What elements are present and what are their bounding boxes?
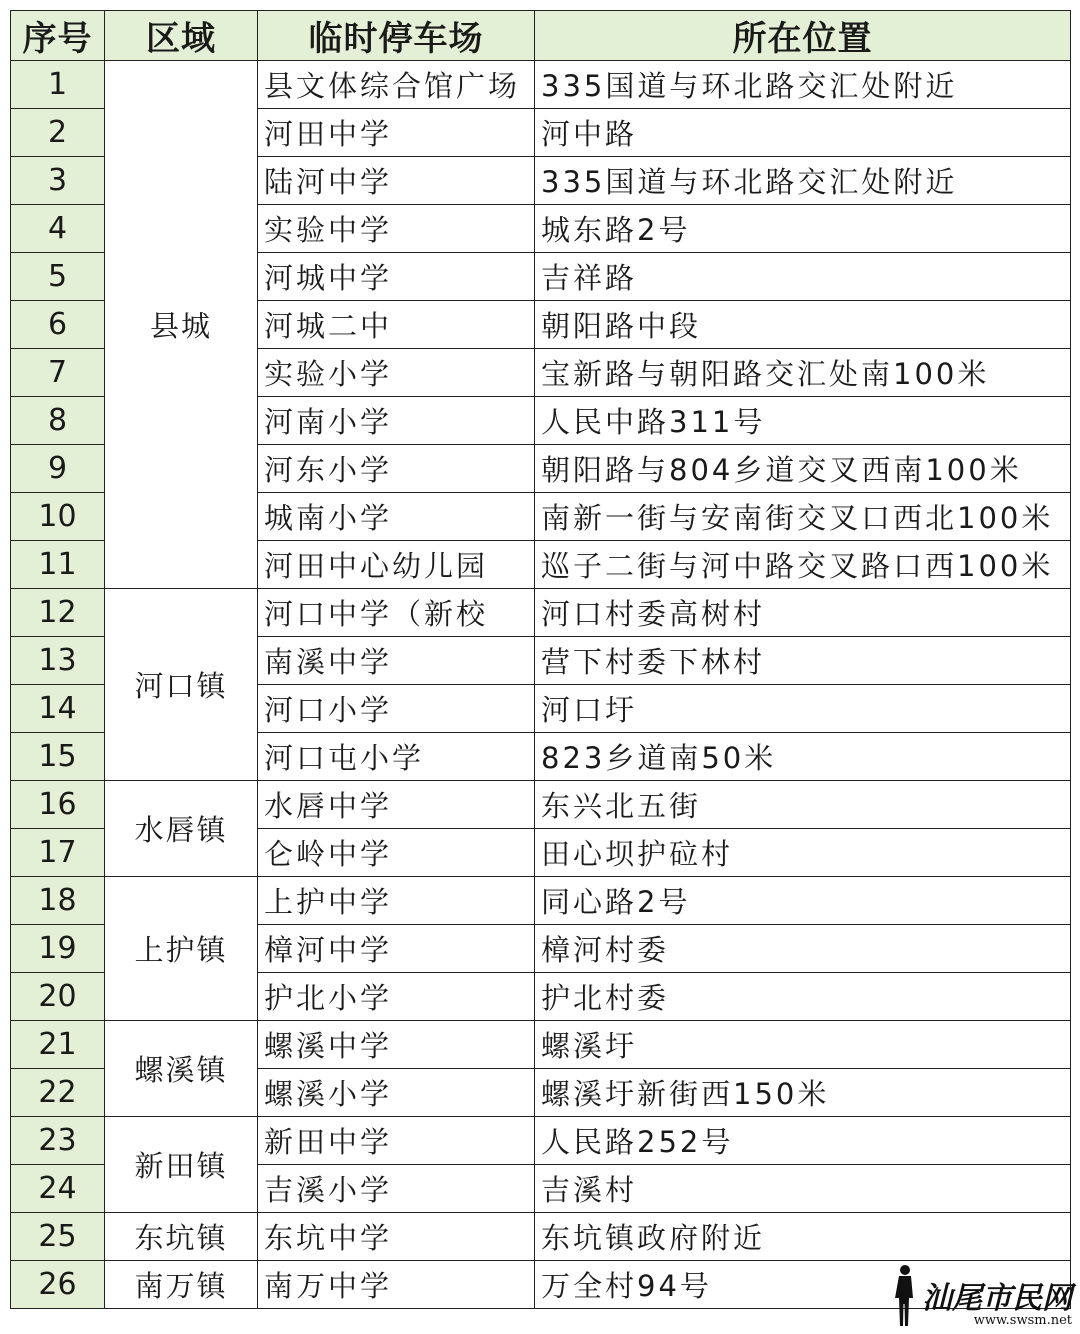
header-parking-lot: 临时停车场 (258, 11, 535, 61)
region-cell: 县城 (105, 61, 258, 589)
location-cell: 吉祥路 (535, 253, 1071, 301)
location-cell: 335国道与环北路交汇处附近 (535, 157, 1071, 205)
table-row (11, 61, 1071, 109)
row-number: 4 (11, 205, 105, 253)
row-number: 25 (11, 1213, 105, 1261)
location-cell: 东兴北五街 (535, 781, 1071, 829)
parking-lot-cell: 新田中学 (258, 1117, 535, 1165)
header-number: 序号 (11, 11, 105, 61)
row-number: 13 (11, 637, 105, 685)
region-cell: 河口镇 (105, 589, 258, 781)
region-cell: 南万镇 (105, 1261, 258, 1309)
row-number: 26 (11, 1261, 105, 1309)
parking-lot-cell: 城南小学 (258, 493, 535, 541)
location-cell: 营下村委下林村 (535, 637, 1071, 685)
table-row (11, 1021, 1071, 1069)
parking-table (10, 10, 1071, 1309)
location-cell: 南新一街与安南街交叉口西北100米 (535, 493, 1071, 541)
location-cell: 东坑镇政府附近 (535, 1213, 1071, 1261)
row-number: 20 (11, 973, 105, 1021)
location-cell: 朝阳路中段 (535, 301, 1071, 349)
table-body (11, 61, 1071, 1309)
region-cell: 东坑镇 (105, 1213, 258, 1261)
watermark-text-block (922, 1280, 1072, 1328)
location-cell: 河中路 (535, 109, 1071, 157)
parking-lot-cell: 河口小学 (258, 685, 535, 733)
location-cell: 吉溪村 (535, 1165, 1071, 1213)
parking-lot-cell: 仑岭中学 (258, 829, 535, 877)
row-number: 14 (11, 685, 105, 733)
parking-lot-cell: 河城中学 (258, 253, 535, 301)
parking-lot-cell: 河田中学 (258, 109, 535, 157)
location-cell: 河口村委高树村 (535, 589, 1071, 637)
parking-lot-cell: 河东小学 (258, 445, 535, 493)
row-number: 12 (11, 589, 105, 637)
table-row (11, 877, 1071, 925)
row-number: 17 (11, 829, 105, 877)
region-cell: 螺溪镇 (105, 1021, 258, 1117)
row-number: 1 (11, 61, 105, 109)
row-number: 21 (11, 1021, 105, 1069)
row-number: 8 (11, 397, 105, 445)
table-row (11, 589, 1071, 637)
row-number: 19 (11, 925, 105, 973)
location-cell: 田心坝护砬村 (535, 829, 1071, 877)
row-number: 22 (11, 1069, 105, 1117)
region-cell: 水唇镇 (105, 781, 258, 877)
header-row (11, 11, 1071, 61)
parking-lot-cell: 河南小学 (258, 397, 535, 445)
location-cell: 823乡道南50米 (535, 733, 1071, 781)
location-cell: 河口圩 (535, 685, 1071, 733)
row-number: 5 (11, 253, 105, 301)
row-number: 16 (11, 781, 105, 829)
location-cell: 护北村委 (535, 973, 1071, 1021)
table-row (11, 781, 1071, 829)
row-number: 6 (11, 301, 105, 349)
parking-lot-cell: 县文体综合馆广场 (258, 61, 535, 109)
parking-lot-cell: 河口中学（新校 (258, 589, 535, 637)
row-number: 15 (11, 733, 105, 781)
parking-lot-cell: 实验小学 (258, 349, 535, 397)
row-number: 11 (11, 541, 105, 589)
parking-lot-cell: 樟河中学 (258, 925, 535, 973)
location-cell: 朝阳路与804乡道交叉西南100米 (535, 445, 1071, 493)
row-number: 2 (11, 109, 105, 157)
parking-lot-cell: 螺溪小学 (258, 1069, 535, 1117)
watermark-title: 汕尾市民网 (922, 1280, 1072, 1316)
parking-lot-cell: 东坑中学 (258, 1213, 535, 1261)
location-cell: 螺溪圩新街西150米 (535, 1069, 1071, 1117)
location-cell: 巡子二街与河中路交叉路口西100米 (535, 541, 1071, 589)
location-cell: 宝新路与朝阳路交汇处南100米 (535, 349, 1071, 397)
region-cell: 新田镇 (105, 1117, 258, 1213)
standing-man-icon (892, 1264, 918, 1328)
row-number: 9 (11, 445, 105, 493)
row-number: 10 (11, 493, 105, 541)
parking-lot-cell: 护北小学 (258, 973, 535, 1021)
watermark (892, 1264, 1072, 1328)
parking-lot-cell: 螺溪中学 (258, 1021, 535, 1069)
location-cell: 人民中路311号 (535, 397, 1071, 445)
parking-lot-cell: 上护中学 (258, 877, 535, 925)
parking-lot-cell: 南万中学 (258, 1261, 535, 1309)
table-row (11, 1117, 1071, 1165)
parking-lot-cell: 河田中心幼儿园 (258, 541, 535, 589)
row-number: 7 (11, 349, 105, 397)
parking-lot-cell: 实验中学 (258, 205, 535, 253)
header-region: 区域 (105, 11, 258, 61)
location-cell: 樟河村委 (535, 925, 1071, 973)
location-cell: 城东路2号 (535, 205, 1071, 253)
header-location: 所在位置 (535, 11, 1071, 61)
location-cell: 同心路2号 (535, 877, 1071, 925)
location-cell: 335国道与环北路交汇处附近 (535, 61, 1071, 109)
parking-lot-cell: 陆河中学 (258, 157, 535, 205)
location-cell: 人民路252号 (535, 1117, 1071, 1165)
location-cell: 万全村94号 (535, 1261, 1071, 1309)
row-number: 23 (11, 1117, 105, 1165)
parking-lot-cell: 河口屯小学 (258, 733, 535, 781)
row-number: 24 (11, 1165, 105, 1213)
location-cell: 螺溪圩 (535, 1021, 1071, 1069)
parking-lot-cell: 水唇中学 (258, 781, 535, 829)
row-number: 3 (11, 157, 105, 205)
table-header (11, 11, 1071, 61)
region-cell: 上护镇 (105, 877, 258, 1021)
table-row (11, 1213, 1071, 1261)
parking-lot-cell: 吉溪小学 (258, 1165, 535, 1213)
parking-lot-cell: 河城二中 (258, 301, 535, 349)
watermark-url: www.swsm.net (973, 1312, 1072, 1328)
row-number: 18 (11, 877, 105, 925)
parking-lot-cell: 南溪中学 (258, 637, 535, 685)
